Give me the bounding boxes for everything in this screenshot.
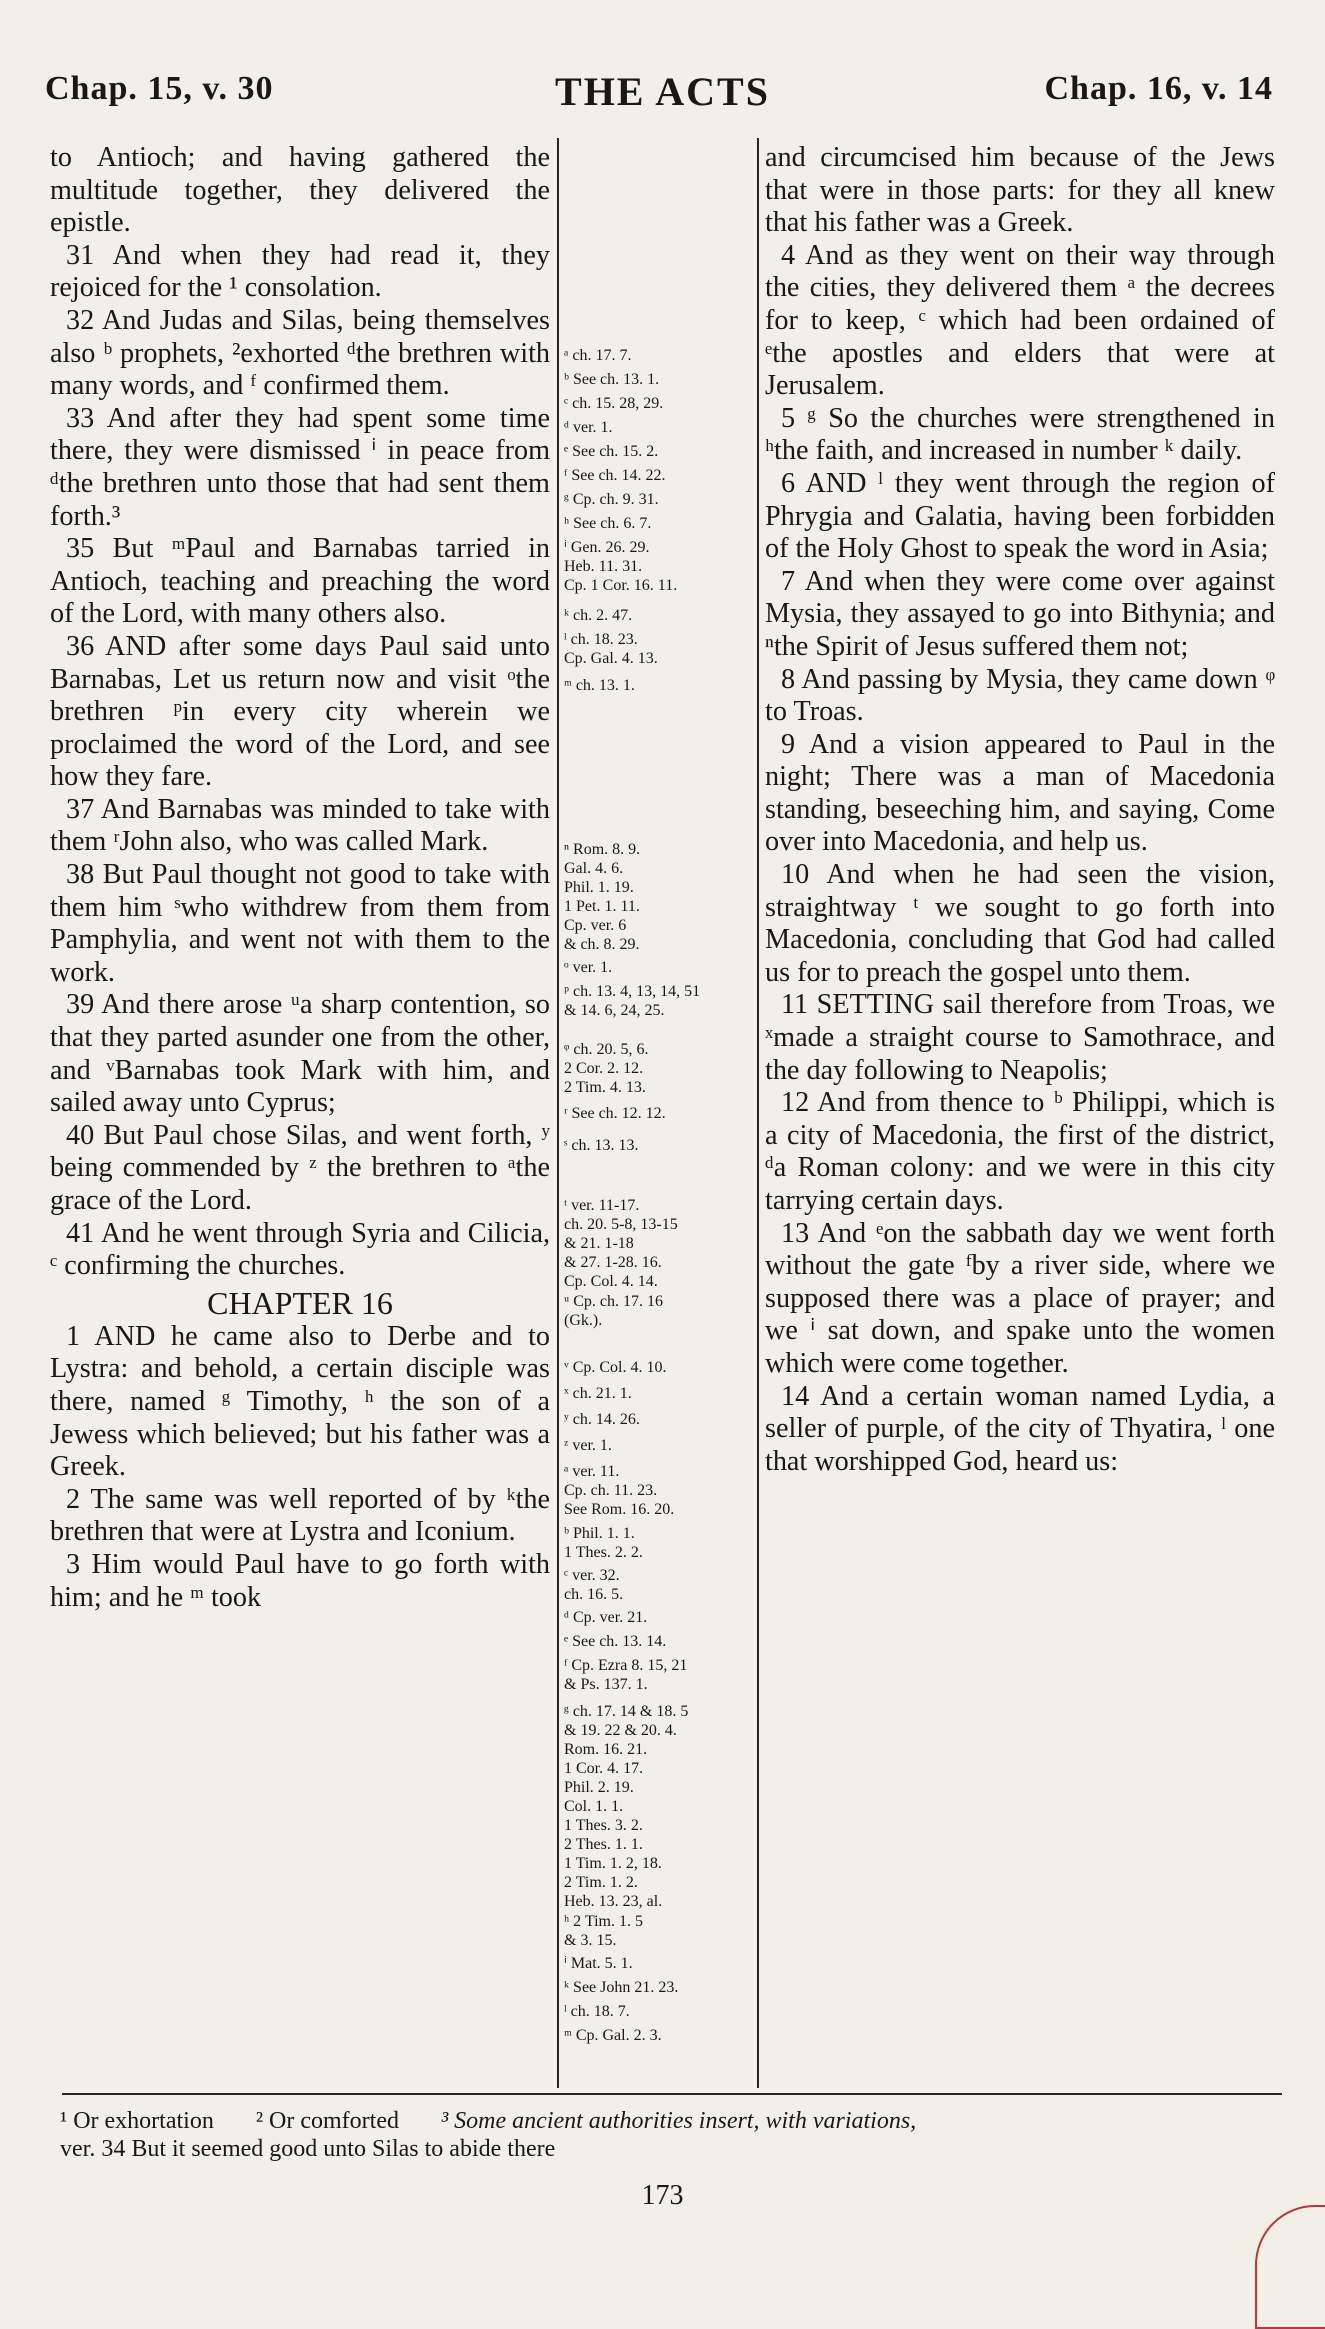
margin-ref: ⁱ Gen. 26. 29. Heb. 11. 31. Cp. 1 Cor. 16. 11. [564,539,678,594]
margin-ref: ᵍ ch. 17. 14 & 18. 5 & 19. 22 & 20. 4. Rom. 16. 21. 1 Cor. 4. 17. Phil. 2. 19. Col. 1. 1. 1 Thes. 3. 2. 2 Thes. 1. 1. 1 Tim. 1. 2, 18. 2 Tim. 1. 2. Heb. 13. 23, al. [564,1703,689,1910]
margin-ref: ⁱ Mat. 5. 1. [564,1955,633,1972]
header-book-title: THE ACTS [555,69,770,114]
margin-ref: ᵍ Cp. ch. 9. 31. [564,491,659,508]
margin-ref: ˣ ch. 21. 1. [564,1385,632,1402]
footnote-line-2: ver. 34 But it seemed good unto Silas to abide there [60,2136,556,2162]
verse-16-7: 7 And when they were come over against Mysia, they assayed to go into Bithynia; and ⁿthe Spirit of Jesus suffered them not; [765,565,1275,662]
verse-16-1: 1 AND he came also to Derbe and to Lystra: and behold, a certain disciple was there, named ᵍ Timothy, ʰ the son of a Jewess which believed; but his father was a Greek. [50,1320,550,1483]
margin-ref: ᵠ ch. 20. 5, 6. 2 Cor. 2. 12. 2 Tim. 4. 13. [564,1041,649,1096]
verse-16-11: 11 SETTING sail therefore from Troas, we ˣmade a straight course to Samothrace, and the day following to Neapolis; [765,989,1275,1086]
margin-ref: ᵈ ver. 1. [564,419,613,436]
verse-38: 38 But Paul thought not good to take with them him ˢwho withdrew from them from Pamphylia, and went not with them to the work. [50,859,550,988]
verse-16-6: 6 AND ˡ they went through the region of Phrygia and Galatia, having been forbidden of the Holy Ghost to speak the word in Asia; [765,467,1275,565]
margin-ref: ᵛ Cp. Col. 4. 10. [564,1359,667,1376]
verse-39: 39 And there arose ᵘa sharp contention, so that they parted asunder one from the other, and ᵛBarnabas took Mark with him, and sailed away unto Cyprus; [50,989,550,1119]
footnote-1: ¹ Or exhortation [60,2108,214,2134]
verse-37: 37 And Barnabas was minded to take with them ʳJohn also, who was called Mark. [50,793,550,858]
margin-ref: ᵏ ch. 2. 47. [564,607,633,624]
verse-16-14: 14 And a certain woman named Lydia, a seller of purple, of the city of Thyatira, ˡ one that worshipped God, heard us: [765,1380,1275,1477]
verse-16-4: 4 And as they went on their way through the cities, they delivered them ᵃ the decrees for to keep, ᶜ which had been ordained of ᵉthe apostles and elders that were at Jerusalem. [765,239,1275,402]
margin-ref: ᶠ See ch. 14. 22. [564,467,666,484]
footnote-line-1 [60,2107,1290,2135]
margin-ref: ᶜ ch. 15. 28, 29. [564,395,664,412]
verse-35: 35 But ᵐPaul and Barnabas tarried in Antioch, teaching and preaching the word of the Lord, with many others also. [50,533,550,630]
verse-16-13: 13 And ᵉon the sabbath day we went forth without the gate ᶠby a river side, where we supposed there was a place of prayer; and we ⁱ sat down, and spake unto the women which were come together. [765,1217,1275,1379]
verse-36: 36 AND after some days Paul said unto Barnabas, Let us return now and visit ᵒthe brethren ᵖin every city wherein we proclaimed the word of the Lord, and see how they fare. [50,630,550,793]
verse-31: 31 And when they had read it, they rejoiced for the ¹ consolation. [50,239,550,304]
margin-ref: ᵃ ver. 11. Cp. ch. 11. 23. See Rom. 16. 20. [564,1463,675,1518]
verse-16-8: 8 And passing by Mysia, they came down ᵠ to Troas. [765,663,1275,728]
verse-16-3-cont: and circumcised him because of the Jews that were in those parts: for they all knew that his father was a Greek. [765,142,1275,239]
verse-16-10: 10 And when he had seen the vision, straightway ᵗ we sought to go forth into Macedonia, concluding that God had called us for to preach the gospel unto them. [765,859,1275,988]
margin-ref: ʸ ch. 14. 26. [564,1411,640,1428]
margin-ref: ᵏ See John 21. 23. [564,1979,679,1996]
verse-16-3: 3 Him would Paul have to go forth with him; and he ᵐ took [50,1548,550,1613]
margin-ref: ᵒ ver. 1. [564,959,613,976]
page-number: 173 [641,2180,684,2211]
verse-41: 41 And he went through Syria and Cilicia, ᶜ confirming the churches. [50,1217,550,1282]
margin-ref: ˡ ch. 18. 7. [564,2003,630,2020]
footnote-3: ³ Some ancient authorities insert, with variations, [440,2108,917,2134]
header-right: Chap. 16, v. 14 [1044,70,1273,107]
chapter-heading: CHAPTER 16 [207,1284,393,1321]
left-text-column [50,142,550,1614]
margin-ref: ᵇ Phil. 1. 1. 1 Thes. 2. 2. [564,1525,643,1561]
margin-ref: ᶠ Cp. Ezra 8. 15, 21 & Ps. 137. 1. [564,1657,688,1693]
margin-ref: ᵉ See ch. 15. 2. [564,443,659,460]
margin-ref: ᵐ ch. 13. 1. [564,677,635,694]
margin-ref: ᵗ ver. 11-17. ch. 20. 5-8, 13-15 & 21. 1-18 & 27. 1-28. 16. Cp. Col. 4. 14. [564,1197,678,1290]
footnote-divider [62,2093,1282,2095]
corner-mark [1255,2205,1325,2329]
margin-ref: ʰ 2 Tim. 1. 5 & 3. 15. [564,1913,643,1949]
margin-ref: ʰ See ch. 6. 7. [564,515,652,532]
margin-ref: ᵃ ch. 17. 7. [564,347,632,364]
margin-ref: ᵖ ch. 13. 4, 13, 14, 51 & 14. 6, 24, 25. [564,983,701,1019]
margin-ref: ᵐ Cp. Gal. 2. 3. [564,2027,662,2044]
verse-32: 32 And Judas and Silas, being themselves also ᵇ prophets, ²exhorted ᵈthe brethren with many words, and ᶠ confirmed them. [50,304,550,402]
verse-16-12: 12 And from thence to ᵇ Philippi, which is a city of Macedonia, the first of the district, ᵈa Roman colony: and we were in this city tarrying certain days. [765,1087,1275,1216]
margin-ref: ᵈ Cp. ver. 21. [564,1609,648,1626]
margin-ref: ᶜ ver. 32. ch. 16. 5. [564,1567,624,1603]
margin-ref: ᵇ See ch. 13. 1. [564,371,660,388]
verse-16-5: 5 ᵍ So the churches were strengthened in ʰthe faith, and increased in number ᵏ daily. [765,402,1275,467]
margin-ref: ᵘ Cp. ch. 17. 16 (Gk.). [564,1293,664,1329]
cross-reference-margin [564,0,756,2090]
margin-ref: ᶻ ver. 1. [564,1437,612,1454]
verse-40: 40 But Paul chose Silas, and went forth, ʸ being commended by ᶻ the brethren to ᵃthe grace of the Lord. [50,1119,550,1216]
margin-ref: ˡ ch. 18. 23. Cp. Gal. 4. 13. [564,631,658,667]
right-text-column [765,142,1275,1478]
margin-ref: ⁿ Rom. 8. 9. Gal. 4. 6. Phil. 1. 19. 1 Pet. 1. 11. Cp. ver. 6 & ch. 8. 29. [564,841,641,953]
margin-ref: ˢ ch. 13. 13. [564,1137,639,1154]
column-divider-left [557,138,559,2088]
header-left: Chap. 15, v. 30 [45,70,274,107]
verse-33: 33 And after they had spent some time there, they were dismissed ⁱ in peace from ᵈthe brethren unto those that had sent them forth.³ [50,402,550,532]
verse-16-2: 2 The same was well reported of by ᵏthe brethren that were at Lystra and Iconium. [50,1483,550,1548]
verse-30: to Antioch; and having gathered the multitude together, they delivered the epistle. [50,142,550,239]
footnote-2: ² Or comforted [255,2108,399,2134]
margin-ref: ᵉ See ch. 13. 14. [564,1633,667,1650]
verse-16-9: 9 And a vision appeared to Paul in the night; There was a man of Macedonia standing, beseeching him, and saying, Come over into Macedonia, and help us. [765,728,1275,858]
margin-ref: ʳ See ch. 12. 12. [564,1105,666,1122]
column-divider-right [757,138,759,2088]
footnotes [60,2107,1290,2163]
